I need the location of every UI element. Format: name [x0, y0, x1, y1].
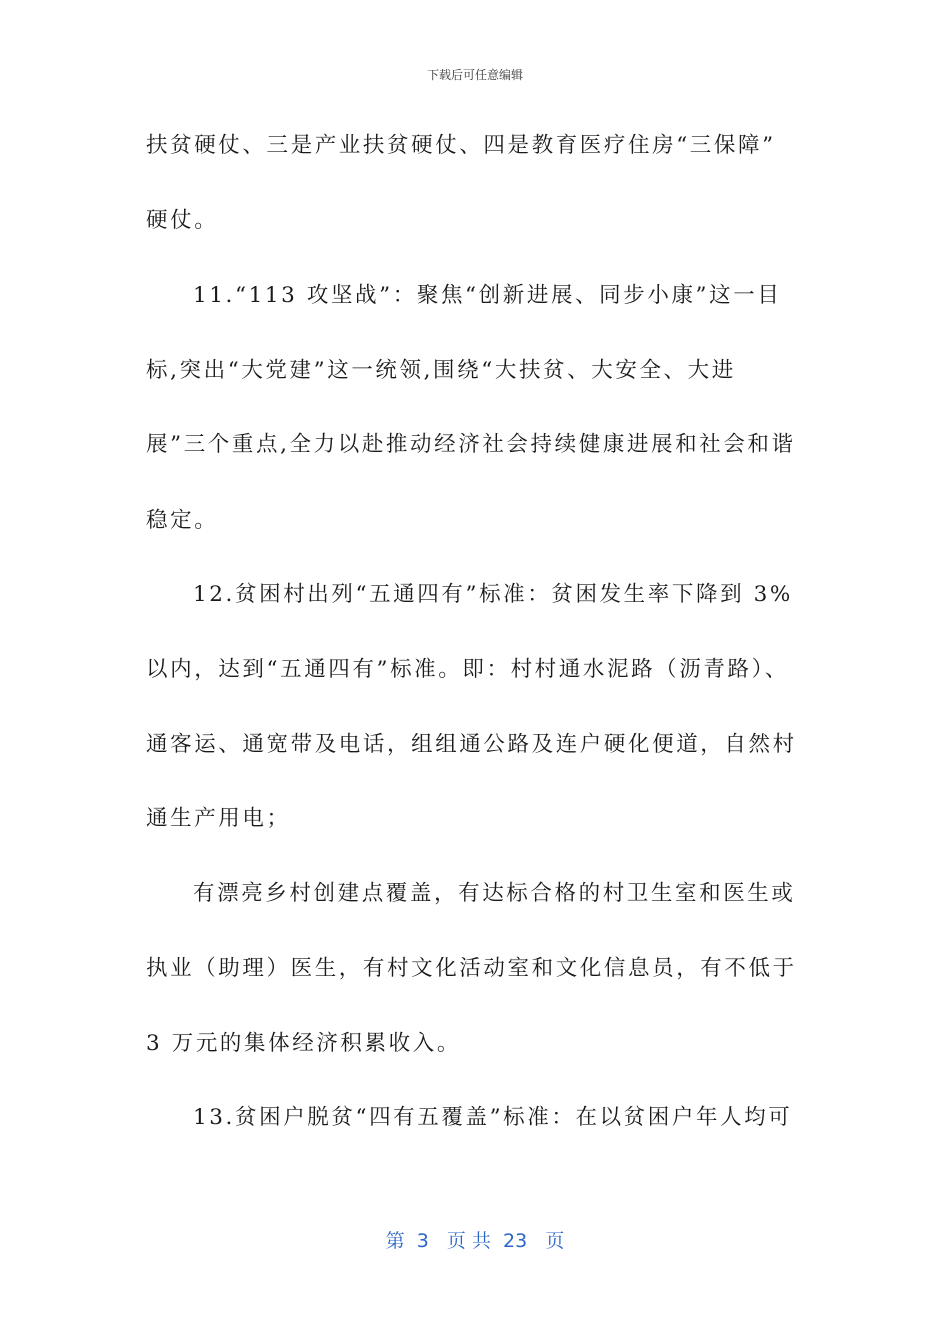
body-line-13: 3 万元的集体经济积累收入。	[146, 1031, 461, 1056]
body-line-8: 以内，达到“五通四有”标准。即：村村通水泥路（沥青路）、	[146, 657, 790, 682]
page-number-footer: 第 3 页 共 23 页	[385, 1230, 565, 1252]
body-line-1: 扶贫硬仗、三是产业扶贫硬仗、四是教育医疗住房“三保障”	[146, 133, 776, 158]
body-line-7: 12.贫困村出列“五通四有”标准：贫困发生率下降到 3%	[193, 582, 793, 607]
body-line-5: 展”三个重点,全力以赴推动经济社会持续健康进展和社会和谐	[146, 432, 796, 457]
body-line-14: 13.贫困户脱贫“四有五覆盖”标准：在以贫困户年人均可	[193, 1105, 793, 1130]
body-line-2: 硬仗。	[146, 208, 219, 233]
body-line-3: 11.“113 攻坚战”：聚焦“创新进展、同步小康”这一目	[193, 283, 782, 308]
body-line-6: 稳定。	[146, 508, 219, 533]
body-line-10: 通生产用电；	[146, 806, 291, 831]
body-line-4: 标,突出“大党建”这一统领,围绕“大扶贫、大安全、大进	[146, 358, 736, 383]
body-line-9: 通客运、通宽带及电话，组组通公路及连户硬化便道，自然村	[146, 732, 797, 757]
body-line-12: 执业（助理）医生，有村文化活动室和文化信息员，有不低于	[146, 956, 797, 981]
body-line-11: 有漂亮乡村创建点覆盖，有达标合格的村卫生室和医生或	[193, 881, 796, 906]
page-header: 下载后可任意编辑	[426, 68, 523, 82]
